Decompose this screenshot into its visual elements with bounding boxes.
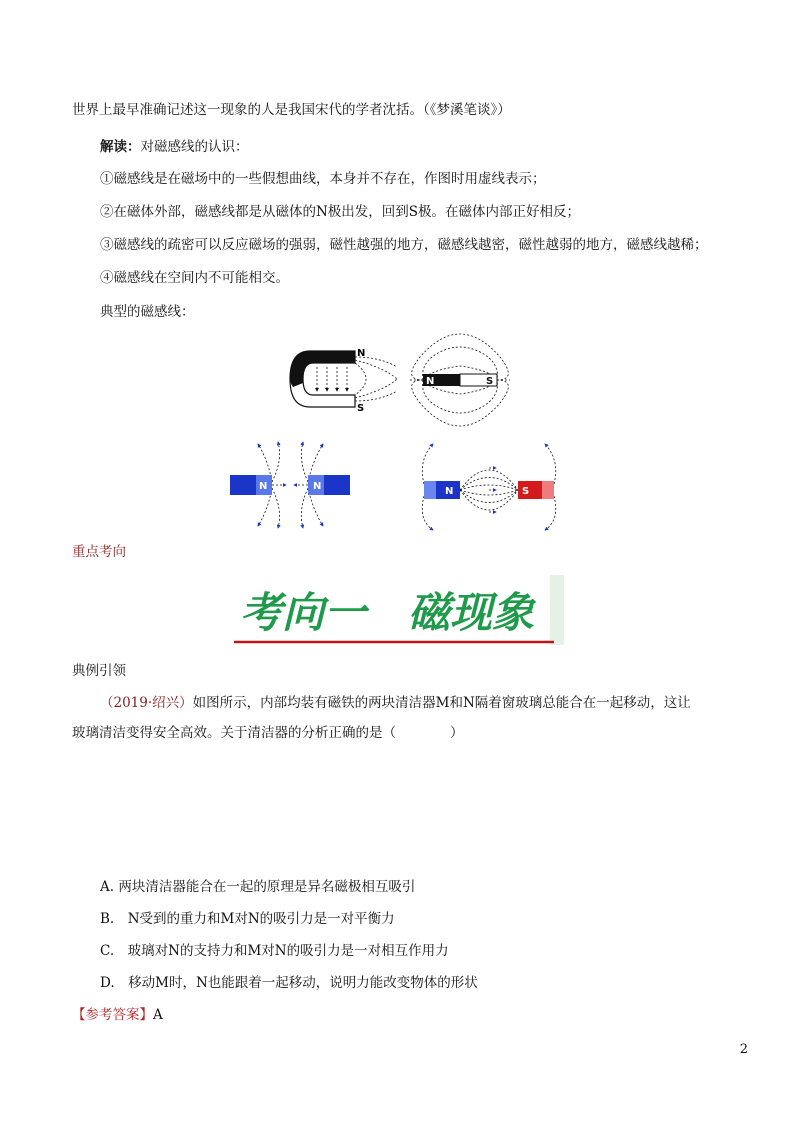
typical-label: 典型的磁感线： bbox=[100, 304, 195, 320]
question-source: （2019·绍兴） bbox=[100, 695, 193, 711]
option-a: A. 两块清洁器能合在一起的原理是异名磁极相互吸引 bbox=[100, 879, 416, 895]
banner-text: 考向一 磁现象 bbox=[240, 588, 535, 637]
horseshoe-s-label: S bbox=[357, 403, 365, 414]
reading-point-2: ②在磁体外部，磁感线都是从磁体的N极出发，回到S极。在磁体内部正好相反； bbox=[100, 204, 581, 220]
page-number: 2 bbox=[739, 1042, 748, 1057]
option-d: D. 移动M时，N也能跟着一起移动，说明力能改变物体的形状 bbox=[100, 975, 478, 991]
intro-text: 世界上最早准确记述这一现象的人是我国宋代的学者沈括。（《梦溪笔谈》） bbox=[72, 102, 511, 118]
repel-left-n-label: N bbox=[259, 481, 268, 492]
bar-s-label: S bbox=[486, 376, 494, 387]
answer-value: A bbox=[153, 1007, 163, 1023]
bar-n-label: N bbox=[426, 376, 435, 387]
answer-label: 【参考答案】 bbox=[72, 1007, 153, 1023]
attract-s-label: S bbox=[522, 486, 530, 497]
topic-banner bbox=[232, 575, 564, 645]
horseshoe-magnet-figure bbox=[285, 343, 410, 415]
attracting-magnets-figure bbox=[408, 440, 570, 532]
reading-label: 解读： bbox=[100, 139, 141, 155]
reading-point-3: ③磁感线的疏密可以反应磁场的强弱，磁性越强的地方，磁感线越密，磁性越弱的地方，磁感线越稀； bbox=[100, 237, 708, 253]
option-c: C. 玻璃对N的支持力和M对N的吸引力是一对相互作用力 bbox=[100, 943, 449, 959]
horseshoe-n-label: N bbox=[357, 348, 366, 359]
repel-right-n-label: N bbox=[313, 481, 322, 492]
question-line-1 bbox=[100, 694, 691, 712]
attract-n-label: N bbox=[445, 486, 454, 497]
reading-point-1: ①磁感线是在磁场中的一些假想曲线，本身并不存在，作图时用虚线表示； bbox=[100, 171, 546, 187]
reading-line bbox=[100, 138, 249, 156]
key-section-heading: 重点考向 bbox=[72, 544, 126, 560]
bar-magnet-figure bbox=[410, 332, 510, 427]
question-text-1: 如图所示，内部均装有磁铁的两块清洁器M和N隔着窗玻璃总能合在一起移动，这让 bbox=[192, 695, 691, 711]
option-b: B. N受到的重力和M对N的吸引力是一对平衡力 bbox=[100, 911, 395, 927]
question-line-2: 玻璃清洁变得安全高效。关于清洁器的分析正确的是（ ） bbox=[72, 725, 464, 741]
reading-text: 对磁感线的认识： bbox=[140, 139, 249, 155]
reading-point-4: ④磁感线在空间内不可能相交。 bbox=[100, 270, 289, 286]
answer-line bbox=[72, 1006, 163, 1024]
repelling-magnets-figure bbox=[228, 440, 353, 530]
example-heading: 典例引领 bbox=[72, 663, 126, 679]
